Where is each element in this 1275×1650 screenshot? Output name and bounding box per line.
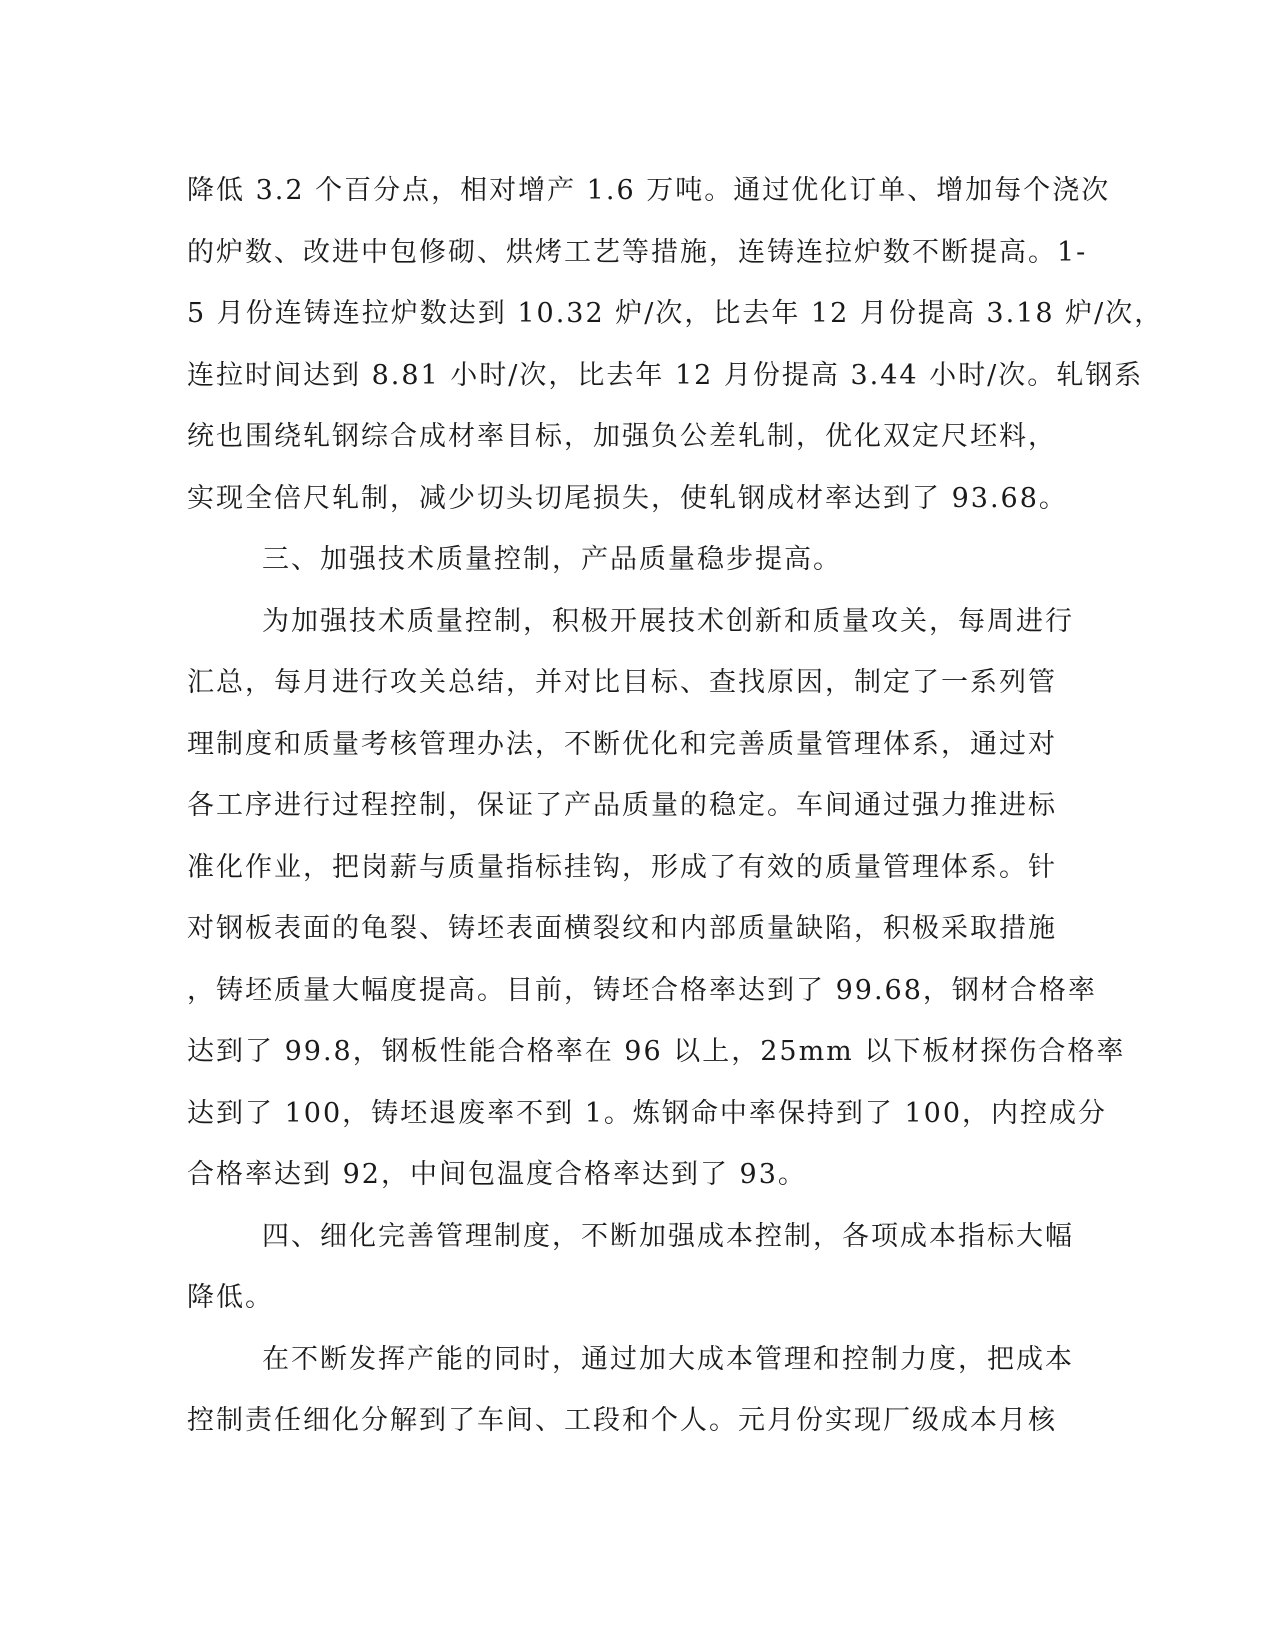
text-line: 实现全倍尺轧制，减少切头切尾损失，使轧钢成材率达到了 93.68。 — [187, 482, 1068, 514]
text-line: 达到了 99.8，钢板性能合格率在 96 以上，25mm 以下板材探伤合格率 — [187, 1036, 1126, 1067]
section-heading-continued: 降低。 — [187, 1282, 274, 1313]
text-line: 为加强技术质量控制，积极开展技术创新和质量攻关，每周进行 — [262, 605, 1074, 637]
section-heading: 四、细化完善管理制度，不断加强成本控制，各项成本指标大幅 — [262, 1220, 1074, 1252]
text-line: 连拉时间达到 8.81 小时/次，比去年 12 月份提高 3.44 小时/次。轧钢系 — [187, 359, 1144, 391]
text-line: 控制责任细化分解到了车间、工段和个人。元月份实现厂级成本月核 — [187, 1405, 1057, 1436]
text-line: 各工序进行过程控制，保证了产品质量的稳定。车间通过强力推进标 — [187, 790, 1057, 821]
text-line: ，铸坯质量大幅度提高。目前，铸坯合格率达到了 99.68，钢材合格率 — [187, 974, 1097, 1006]
text-line: 5 月份连铸连拉炉数达到 10.32 炉/次，比去年 12 月份提高 3.18 炉/次， — [187, 298, 1164, 329]
text-line: 的炉数、改进中包修砌、烘烤工艺等措施，连铸连拉炉数不断提高。1- — [187, 236, 1088, 268]
section-heading: 三、加强技术质量控制，产品质量稳步提高。 — [262, 544, 842, 575]
text-line: 统也围绕轧钢综合成材率目标，加强负公差轧制，优化双定尺坯料， — [187, 421, 1057, 452]
text-line: 理制度和质量考核管理办法，不断优化和完善质量管理体系，通过对 — [187, 728, 1057, 760]
text-line: 在不断发挥产能的同时，通过加大成本管理和控制力度，把成本 — [262, 1343, 1074, 1375]
text-line: 汇总，每月进行攻关总结，并对比目标、查找原因，制定了一系列管 — [187, 667, 1057, 698]
text-line: 对钢板表面的龟裂、铸坯表面横裂纹和内部质量缺陷，积极采取措施 — [187, 913, 1057, 944]
text-line: 合格率达到 92，中间包温度合格率达到了 93。 — [187, 1159, 807, 1190]
text-line: 达到了 100，铸坯退废率不到 1。炼钢命中率保持到了 100，内控成分 — [187, 1097, 1107, 1129]
document-body-text — [187, 160, 1164, 1452]
text-line: 准化作业，把岗薪与质量指标挂钩，形成了有效的质量管理体系。针 — [187, 851, 1057, 883]
text-line: 降低 3.2 个百分点，相对增产 1.6 万吨。通过优化订单、增加每个浇次 — [187, 175, 1111, 206]
